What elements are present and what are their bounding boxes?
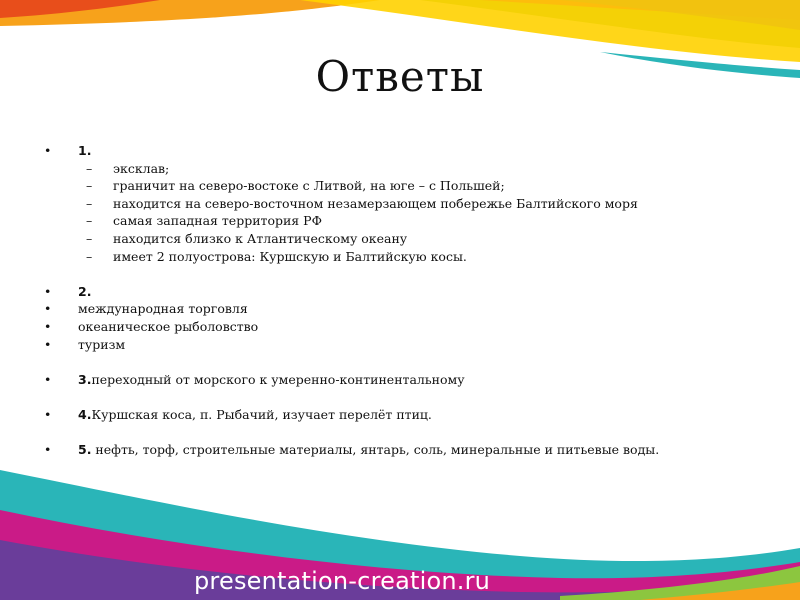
answer-text: переходный от морского к умеренно-континентальному	[91, 371, 465, 387]
list-item	[44, 212, 764, 230]
bullet-icon: •	[44, 318, 52, 334]
section-number: 2.	[78, 283, 92, 299]
item-text: самая западная территория РФ	[113, 213, 322, 229]
item-text: граничит на северо-востоке с Литвой, на юге – с Польшей;	[113, 178, 505, 194]
bullet-icon: •	[44, 371, 52, 387]
dash-icon: –	[86, 213, 93, 229]
section-number: 1.	[78, 143, 92, 158]
list-item	[44, 248, 764, 266]
dash-icon: –	[86, 178, 93, 194]
list-item	[44, 160, 764, 178]
section-number: 3.	[78, 371, 92, 387]
item-text: туризм	[78, 336, 126, 352]
section-5-answer	[44, 441, 764, 459]
bullet-icon: •	[44, 301, 52, 317]
bullet-icon: •	[44, 143, 52, 158]
list-item	[44, 336, 764, 354]
item-text: океаническое рыболовство	[78, 318, 259, 334]
bullet-icon: •	[44, 406, 52, 422]
list-item	[44, 230, 764, 248]
item-text: международная торговля	[78, 301, 248, 317]
site-watermark: presentation-creation.ru	[194, 567, 491, 595]
section-number: 4.	[78, 406, 92, 422]
section-4-answer	[44, 406, 764, 424]
list-item	[44, 177, 764, 195]
list-item	[44, 318, 764, 336]
slide-title: Ответы	[315, 52, 485, 101]
bullet-icon: •	[44, 336, 52, 352]
dash-icon: –	[86, 160, 93, 176]
dash-icon: –	[86, 248, 93, 264]
dash-icon: –	[86, 195, 93, 211]
bullet-icon: •	[44, 283, 52, 299]
item-text: находится на северо-восточном незамерзающем побережье Балтийского моря	[113, 195, 638, 211]
section-1-heading	[44, 142, 764, 160]
section-number: 5.	[78, 442, 92, 458]
list-item	[44, 300, 764, 318]
answers-list	[44, 142, 764, 459]
bullet-icon: •	[44, 442, 52, 458]
dash-icon: –	[86, 230, 93, 246]
section-3-answer	[44, 371, 764, 389]
item-text: имеет 2 полуострова: Куршскую и Балтийскую косы.	[113, 248, 467, 264]
answer-text: нефть, торф, строительные материалы, янтарь, соль, минеральные и питьевые воды.	[91, 442, 660, 458]
item-text: эксклав;	[113, 160, 170, 176]
section-2-heading	[44, 283, 764, 301]
answer-text: Куршская коса, п. Рыбачий, изучает перелёт птиц.	[91, 406, 432, 422]
list-item	[44, 195, 764, 213]
item-text: находится близко к Атлантическому океану	[113, 230, 408, 246]
